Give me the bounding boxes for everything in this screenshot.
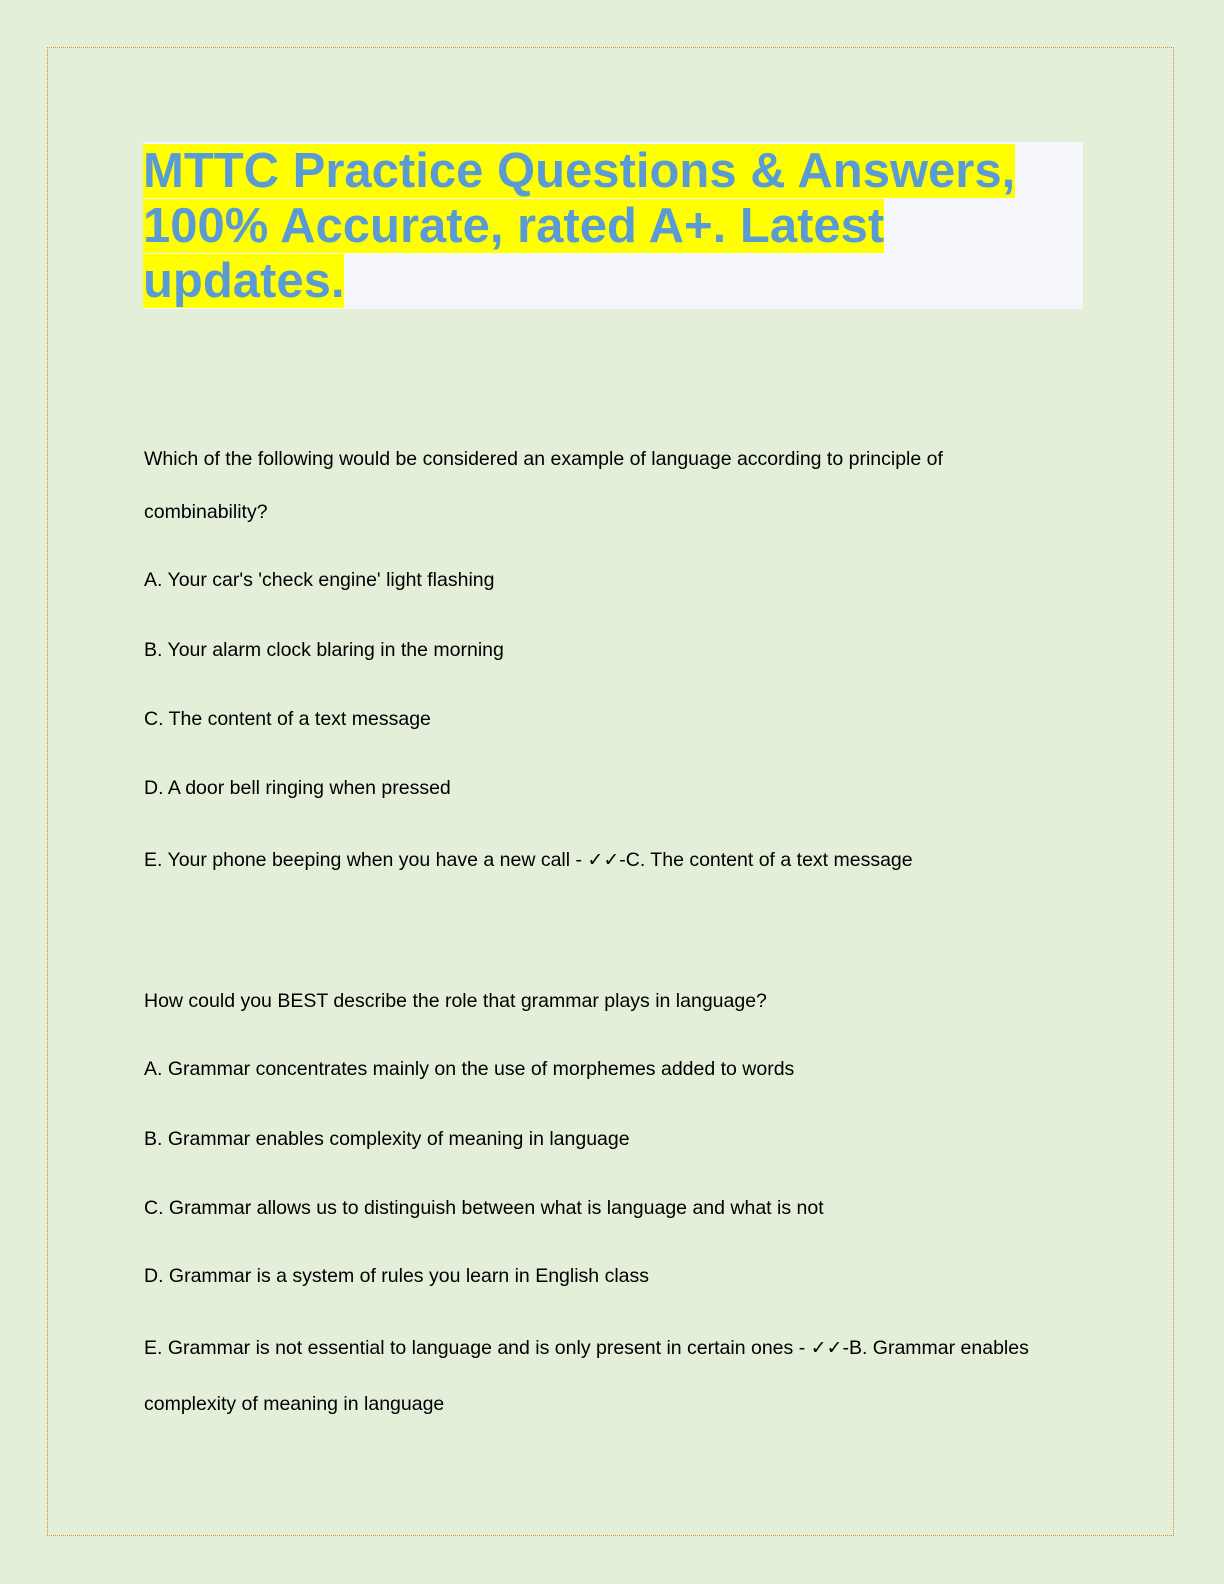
question-2-option-e: E. Grammar is not essential to language and is only present in certain ones - bbox=[144, 1337, 811, 1359]
question-1-option-e: E. Your phone beeping when you have a new call - bbox=[144, 849, 588, 871]
title-line-2: 100% Accurate, rated A+. Latest bbox=[143, 199, 885, 253]
question-1-text-line-2: combinability? bbox=[144, 501, 268, 523]
title-line-3: updates. bbox=[143, 254, 345, 308]
title-line-1: MTTC Practice Questions & Answers, bbox=[143, 144, 1016, 198]
question-1-answer: -C. The content of a text message bbox=[619, 849, 913, 871]
page-title bbox=[143, 142, 1083, 309]
check-mark-icon: ✓✓ bbox=[587, 849, 620, 871]
question-2-answer-line-1: -B. Grammar enables bbox=[842, 1337, 1029, 1359]
question-1-option-b: B. Your alarm clock blaring in the morning bbox=[144, 639, 504, 661]
question-1-option-a: A. Your car's 'check engine' light flashing bbox=[144, 569, 495, 591]
question-2-answer-line-2: complexity of meaning in language bbox=[144, 1393, 445, 1415]
check-mark-icon: ✓✓ bbox=[810, 1337, 843, 1359]
question-1-text-line-1: Which of the following would be considered an example of language according to principle of bbox=[144, 448, 943, 470]
question-2-option-c: C. Grammar allows us to distinguish between what is language and what is not bbox=[144, 1197, 824, 1219]
question-2-option-a: A. Grammar concentrates mainly on the use of morphemes added to words bbox=[144, 1058, 795, 1080]
question-1-option-e-with-answer bbox=[144, 848, 913, 872]
question-1-option-d: D. A door bell ringing when pressed bbox=[144, 777, 451, 799]
question-1-option-c: C. The content of a text message bbox=[144, 708, 431, 730]
title-box bbox=[143, 142, 1083, 309]
question-2-option-b: B. Grammar enables complexity of meaning in language bbox=[144, 1128, 630, 1150]
question-2-text-line-1: How could you BEST describe the role that grammar plays in language? bbox=[144, 990, 767, 1012]
question-2-option-e-with-answer bbox=[144, 1336, 1029, 1360]
question-2-option-d: D. Grammar is a system of rules you learn in English class bbox=[144, 1265, 650, 1287]
